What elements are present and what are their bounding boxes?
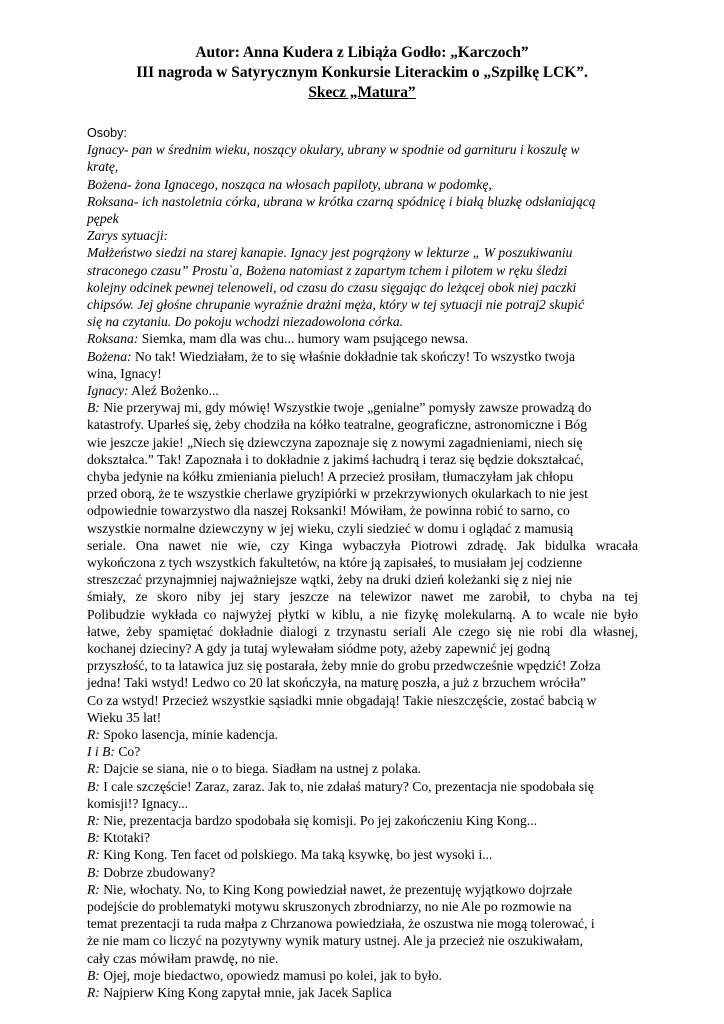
text-line	[87, 675, 586, 691]
speaker-label: R:	[87, 727, 100, 742]
text-line	[87, 486, 588, 502]
author-line: Autor: Anna Kudera z Libiąża Godło: „Karczoch”	[195, 44, 529, 61]
line-text: Siemka, mam dla was chu... humory wam psującego newsa.	[138, 331, 469, 347]
text-line	[87, 314, 403, 330]
text-line	[87, 297, 584, 313]
line-text: podejście do problematyki motywu skruszonych zbrodniarzy, no nie Ale po rozmowie na	[87, 899, 572, 914]
line-text: Nie przerywaj mi, gdy mówię! Wszystkie twoje „genialne” pomysły zawsze prowadzą do	[99, 400, 592, 416]
line-text: cały czas mówiłam prawdę, no nie.	[87, 950, 279, 966]
speaker-label: I i B:	[87, 744, 115, 760]
speaker-label: R:	[87, 813, 100, 828]
line-text: wina, Ignacy!	[87, 365, 162, 381]
text-line	[87, 693, 597, 709]
text-line	[87, 641, 550, 657]
speaker-label: Roksana:	[87, 331, 139, 347]
line-text: Ojej, moje biedactwo, opowiedz mamusi po kolei, jak to było.	[99, 967, 442, 983]
text-line	[87, 916, 595, 932]
line-text: przyszłość, to ta latawica juz się postarała, żeby mnie do grobu przedwcześnie wpędzić! Zołza	[87, 658, 601, 674]
speaker-label: B:	[87, 400, 100, 416]
line-text: komisji!? Ignacy...	[87, 795, 189, 811]
speaker-label: B:	[87, 864, 100, 880]
line-text: kochanej dzieciny? A gdy ja tutaj wylewałam siódme poty, ażeby zapewnić jej godną	[87, 641, 551, 656]
line-text: Małżeństwo siedzi na starej kanapie. Ignacy jest pogrążony w lekturze „ W poszukiwaniu	[87, 245, 573, 261]
text-line	[87, 228, 168, 244]
line-text: jedna! Taki wstyd! Ledwo co 20 lat skończyła, na maturę poszła, a już z brzuchem wróciła”	[87, 675, 586, 691]
line-text: Ktotaki?	[99, 830, 151, 846]
speaker-label: R:	[87, 761, 100, 777]
line-text: Nie, prezentacja bardzo spodobała się komisji. Po jej zakończeniu King Kong...	[99, 813, 537, 828]
line-text: łatwe, żeby spamiętać dokładnie dialogi z trzynastu seriali Ale czego się nie robi dla własnej,	[87, 623, 638, 639]
text-line	[87, 142, 580, 158]
speaker-label: B:	[87, 778, 100, 794]
speaker-label: B:	[87, 967, 100, 983]
text-line	[87, 779, 594, 795]
line-text: kratę,	[87, 159, 119, 175]
text-line	[87, 383, 219, 399]
text-line	[87, 349, 575, 365]
text-line	[87, 417, 587, 433]
text-line	[87, 624, 638, 640]
text-line	[87, 538, 638, 554]
line-text: Co za wstyd! Przecież wszystkie sąsiadki mnie obgadają! Takie nieszczęście, zostać babcią w	[87, 692, 597, 708]
text-line	[87, 366, 162, 382]
line-text: katastrofy. Uparłeś się, żeby chodziła na kółko teatralne, geograficzne, astronomiczne i Bóg	[87, 417, 588, 433]
text-line	[87, 194, 596, 210]
text-line	[87, 503, 570, 519]
text-line	[87, 968, 442, 984]
line-text: Spoko lasencja, minie kadencja.	[99, 727, 279, 742]
line-text: przed oborą, że te wszystkie cherlawe gryzipiórki w przekrzywionych okularkach to nie jest	[87, 486, 588, 502]
text-line	[87, 882, 572, 898]
text-line	[87, 177, 492, 193]
line-text: wie jeszcze jakie! „Niech się dziewczyna zapoznaje się z nowymi zagadnieniami, niech się	[87, 434, 583, 450]
text-line	[87, 245, 572, 261]
line-text: No tak! Wiedziałam, że to się właśnie dokładnie tak skończy! To wszystko twoja	[131, 348, 576, 364]
text-line	[87, 211, 119, 227]
line-text: Roksana- ich nastoletnia córka, ubrana w krótka czarną spódnicę i białą bluzkę odsłaniającą	[87, 193, 596, 209]
line-text: Polibudzie wykłada co najwyżej płytki w kiblu, a nie fizykę molekularną. A to wcale nie było	[87, 606, 638, 622]
line-text: Ignacy- pan w średnim wieku, noszący okulary, ubrany w spodnie od garnituru i koszulę w	[87, 142, 580, 158]
text-line	[87, 933, 583, 949]
line-text: streszczać przynajmniej najważniejsze wątki, żeby na druki dzień koleżanki się z niej nie	[87, 572, 573, 588]
text-line	[87, 796, 188, 812]
line-text: temat prezentacji ta ruda małpa z Chrzanowa powiedziała, że oszustwa nie mogą tolerować, i	[87, 916, 595, 932]
text-line	[87, 813, 537, 829]
text-line	[87, 951, 278, 967]
speaker-label: R:	[87, 881, 100, 897]
text-line	[87, 899, 572, 915]
line-text: kolejny odcinek pewnej telenoweli, od czasu do czasu sięgając do leżącej obok niej paczki	[87, 279, 577, 295]
text-line	[87, 521, 573, 537]
line-text: Dobrze zbudowany?	[99, 864, 216, 880]
text-line	[87, 159, 118, 175]
speaker-label: Bożena:	[87, 348, 132, 364]
speaker-label: B:	[87, 830, 100, 846]
line-text: dokształca.” Tak! Zapoznała i to dokładnie z jakimś łachudrą i teraz się będzie dokształcać,	[87, 451, 584, 467]
line-text: wszystkie normalne dziewczyny w jej wieku, czyli siedzieć w domu i oglądać z mamusią	[87, 520, 574, 536]
text-line	[87, 744, 140, 760]
speaker-label: Ignacy:	[87, 383, 129, 398]
speaker-label: R:	[87, 985, 100, 1000]
text-line	[87, 830, 150, 846]
line-text: Bożena- żona Ignacego, nosząca na włosach papiloty, ubrana w podomkę,	[87, 176, 492, 192]
line-text: chyba jedynie na kółku zmieniania pieluch! A przecież prosiłam, tłumaczyłam jak chłopu	[87, 469, 574, 484]
line-text: chipsów. Jej głośne chrupanie wyraźnie drażni męża, który w tej sytuacji nie potraj2 skupić	[87, 297, 584, 312]
text-line	[87, 435, 583, 451]
line-text: wykończona z tych wszystkich fakultetów, na które ją zapisałeś, to musiałam jej codzienne	[87, 555, 583, 570]
text-line	[87, 985, 392, 1001]
text-line	[87, 727, 278, 743]
line-text: Aleź Bożenko...	[128, 383, 219, 398]
line-text: Wieku 35 lat!	[87, 709, 162, 725]
line-text: Najpierw King Kong zapytał mnie, jak Jacek Saplica	[99, 985, 392, 1000]
text-line	[87, 607, 638, 623]
text-line	[87, 263, 567, 279]
line-text: Co?	[114, 744, 141, 760]
text-line	[87, 452, 584, 468]
line-text: Nie, włochaty. No, to King Kong powiedział nawet, że prezentuję wyjątkowo dojrzałe	[99, 881, 573, 897]
line-text: I cale szczęście! Zaraz, zaraz. Jak to, nie zdałaś matury? Co, prezentacja nie spodobała się	[99, 778, 594, 794]
text-line	[87, 469, 573, 485]
line-text: śmiały, ze skoro niby jej stary jeszcze na telewizor nawet me zarobił, to chyba na tej	[87, 589, 638, 605]
text-line	[87, 847, 492, 863]
text-line	[87, 400, 591, 416]
award-line: III nagroda w Satyrycznym Konkursie Literackim o „Szpilkę LCK”.	[136, 64, 588, 81]
line-text: Dajcie se siana, nie o to biega. Siadłam na ustnej z polaka.	[99, 761, 422, 777]
text-line	[87, 865, 215, 881]
text-line	[87, 589, 638, 605]
text-line	[87, 572, 572, 588]
text-line	[87, 125, 127, 141]
line-text: pępek	[87, 211, 119, 226]
line-text: się na czytaniu. Do pokoju wchodzi niezadowolona córka.	[87, 314, 404, 330]
line-text: straconego czasu” Prostu`a, Bożena natomiast z zapartym tchem i pilotem w ręku śledzi	[87, 262, 568, 278]
text-line	[87, 710, 161, 726]
text-line	[87, 280, 576, 296]
line-text: Osoby:	[87, 126, 127, 140]
line-text: że nie mam co liczyć na pozytywny wynik matury ustnej. Ale ja przecież nie oszukiwałam,	[87, 933, 583, 949]
line-text: odpowiednie towarzystwo dla naszej Roksanki! Mówiłam, że powinna robić to sarno, co	[87, 503, 570, 519]
text-line	[87, 331, 468, 347]
text-line	[87, 555, 582, 571]
sketch-title: Skecz „Matura”	[308, 84, 416, 101]
line-text: seriale. Ona nawet nie wie, czy Kinga wybaczyła Piotrowi zdradę. Jak bidulka wracała	[87, 537, 638, 553]
text-line	[87, 658, 601, 674]
line-text: Zarys sytuacji:	[87, 228, 169, 244]
text-line	[87, 761, 421, 777]
line-text: King Kong. Ten facet od polskiego. Ma taką ksywkę, bo jest wysoki i...	[99, 847, 493, 863]
speaker-label: R:	[87, 847, 100, 863]
